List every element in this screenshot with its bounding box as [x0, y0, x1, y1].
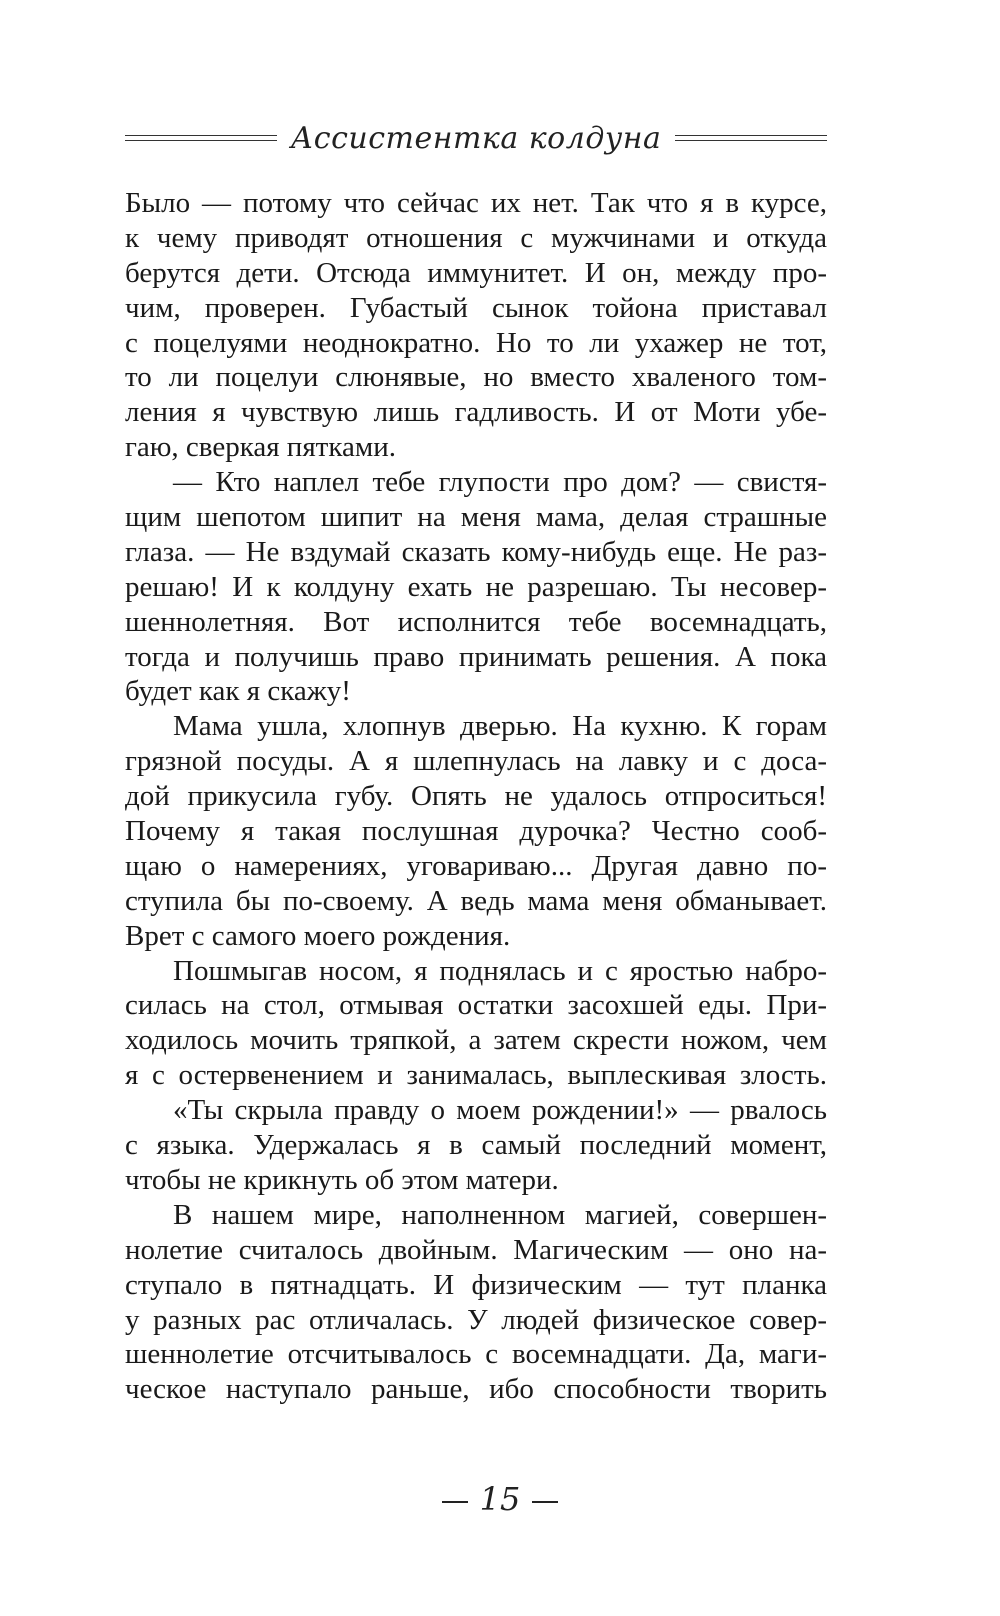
- text-line: нолетие считалось двойным. Магическим — оно на-: [125, 1233, 827, 1266]
- text-line: чим, проверен. Губастый сынок тойона приставал: [125, 291, 827, 324]
- text-line: щаю о намерениях, уговариваю... Другая давно по-: [125, 849, 827, 882]
- text-line: ступало в пятнадцать. И физическим — тут планка: [125, 1268, 827, 1301]
- text-line: с поцелуями неоднократно. Но то ли ухажер не тот,: [125, 326, 827, 359]
- text-line: Пошмыгав носом, я поднялась и с яростью набро-: [173, 954, 827, 987]
- text-line: шеннолетняя. Вот исполнится тебе восемнадцать,: [125, 605, 827, 638]
- text-line: берутся дети. Отсюда иммунитет. И он, между про-: [125, 256, 827, 289]
- running-head-rule-right: [675, 135, 827, 141]
- text-line: Врет с самого моего рождения.: [125, 919, 511, 952]
- text-line: ческое наступало раньше, ибо способности творить: [125, 1373, 827, 1406]
- text-line: В нашем мире, наполненном магией, совершен-: [173, 1198, 827, 1231]
- text-line: глаза. — Не вздумай сказать кому-нибудь еще. Не раз-: [125, 535, 827, 568]
- folio-dash-right: [532, 1501, 558, 1503]
- folio-dash-left: [442, 1501, 468, 1503]
- text-line: щим шепотом шипит на меня мама, делая страшные: [125, 501, 827, 534]
- text-line: чтобы не крикнуть об этом матери.: [125, 1163, 559, 1196]
- text-line: будет как я скажу!: [125, 675, 351, 708]
- text-line: Мама ушла, хлопнув дверью. На кухню. К горам: [173, 710, 827, 743]
- text-line: к чему приводят отношения с мужчинами и откуда: [125, 221, 827, 254]
- text-line: решаю! И к колдуну ехать не разрешаю. Ты несовер-: [125, 570, 827, 603]
- running-head-rule-left: [125, 135, 277, 141]
- text-line: ходилось мочить тряпкой, а затем скрести ножом, чем: [125, 1024, 827, 1057]
- text-line: я с остервенением и занималась, выплескивая злость.: [125, 1059, 827, 1092]
- text-line: ления я чувствую лишь гадливость. И от Моти убе-: [125, 396, 827, 429]
- body-text: [125, 186, 827, 1407]
- text-line: «Ты скрыла правду о моем рождении!» — рвалось: [173, 1094, 827, 1127]
- text-line: грязной посуды. А я шлепнулась на лавку и с доса-: [125, 745, 827, 778]
- running-head: [125, 118, 827, 158]
- text-line: гаю, сверкая пятками.: [125, 431, 396, 464]
- text-line: шеннолетие отсчитывалось с восемнадцати. Да, маги-: [125, 1338, 827, 1371]
- text-line: у разных рас отличалась. У людей физическое совер-: [125, 1303, 827, 1336]
- running-head-title: Ассистентка колдуна: [290, 120, 662, 156]
- text-line: — Кто наплел тебе глупости про дом? — свистя-: [173, 466, 827, 499]
- text-line: тогда и получишь право принимать решения. А пока: [125, 640, 827, 673]
- text-line: с языка. Удержалась я в самый последний момент,: [125, 1129, 827, 1162]
- text-line: Было — потому что сейчас их нет. Так что я в курсе,: [125, 187, 827, 219]
- page-number-footer: [0, 1480, 1000, 1518]
- text-line: ступила бы по-своему. А ведь мама меня обманывает.: [125, 884, 827, 917]
- page-number: 15: [479, 1480, 521, 1518]
- text-line: силась на стол, отмывая остатки засохшей еды. При-: [125, 989, 827, 1022]
- text-line: то ли поцелуи слюнявые, но вместо хваленого том-: [125, 361, 827, 394]
- text-line: Почему я такая послушная дурочка? Честно сооб-: [125, 815, 827, 848]
- text-line: дой прикусила губу. Опять не удалось отпроситься!: [125, 780, 827, 813]
